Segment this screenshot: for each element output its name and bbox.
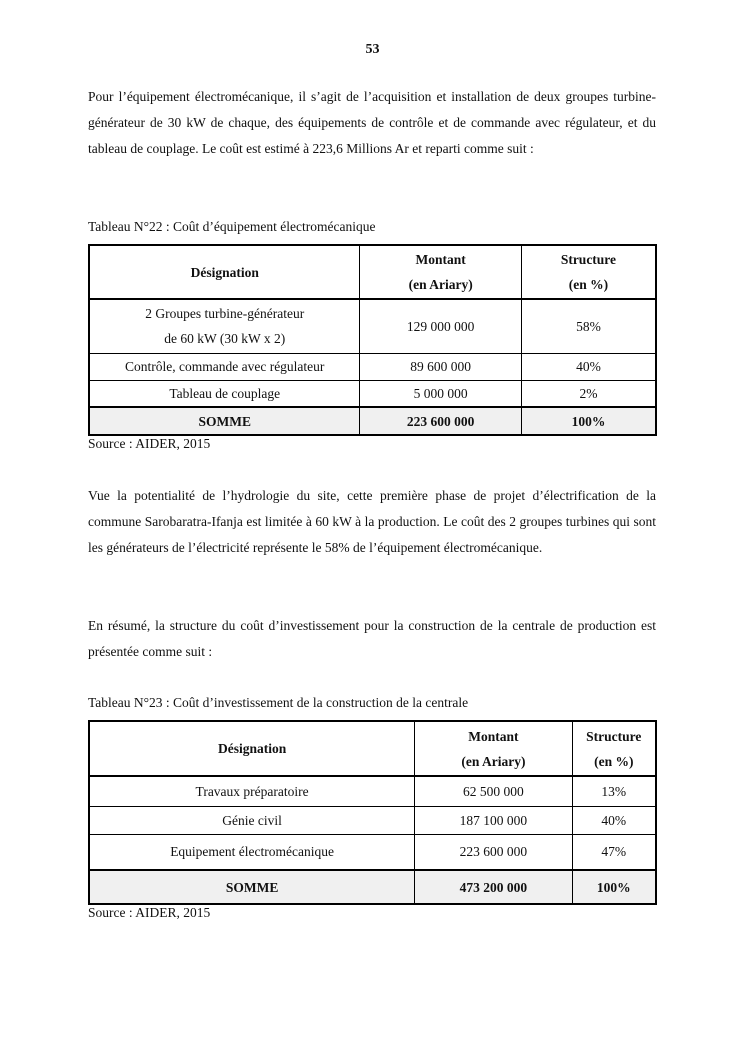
table-row bbox=[89, 353, 656, 380]
page-number: 53 bbox=[365, 42, 380, 57]
table22-row3-montant: 5 000 000 bbox=[360, 380, 521, 407]
table22-caption: Tableau N°22 : Coût d’équipement électromécanique bbox=[88, 219, 376, 234]
table23-total-structure: 100% bbox=[572, 870, 656, 904]
table22-total-row bbox=[89, 407, 656, 435]
table23-total-montant: 473 200 000 bbox=[415, 870, 572, 904]
table23-row1-structure: 13% bbox=[572, 776, 656, 806]
paragraph-summary: En résumé, la structure du coût d’investissement pour la construction de la centrale de production est présentée comme suit : bbox=[88, 618, 656, 659]
table23-row2-structure: 40% bbox=[572, 806, 656, 834]
table22-total-designation: SOMME bbox=[89, 407, 360, 435]
table23-header-structure-line1: Structure bbox=[586, 728, 642, 744]
table22-row2-structure: 40% bbox=[521, 353, 656, 380]
table23-row3-designation: Equipement électromécanique bbox=[89, 834, 415, 870]
table23-row2-designation: Génie civil bbox=[89, 806, 415, 834]
table22-row1-designation bbox=[89, 299, 360, 353]
table-row bbox=[89, 380, 656, 407]
table22-row1-structure: 58% bbox=[521, 299, 656, 353]
table22-header-structure-line2: (en %) bbox=[568, 277, 609, 292]
table23-row2-montant: 187 100 000 bbox=[415, 806, 572, 834]
table22-header-montant-line1: Montant bbox=[415, 252, 466, 267]
table22-header-designation: Désignation bbox=[89, 245, 360, 299]
table23-caption: Tableau N°23 : Coût d’investissement de la construction de la centrale bbox=[88, 695, 469, 710]
table22-header-row bbox=[89, 245, 656, 299]
table23-total-designation: SOMME bbox=[89, 870, 415, 904]
table23 bbox=[88, 720, 657, 905]
table22-row2-designation: Contrôle, commande avec régulateur bbox=[89, 353, 360, 380]
table22-header-structure bbox=[521, 245, 656, 299]
table22-row2-montant: 89 600 000 bbox=[360, 353, 521, 380]
table23-header-montant-line1: Montant bbox=[468, 728, 519, 744]
table23-header-montant-line2: (en Ariary) bbox=[461, 753, 526, 769]
table23-header-structure bbox=[572, 721, 656, 776]
table23-row1-montant: 62 500 000 bbox=[415, 776, 572, 806]
paragraph-hydrology: Vue la potentialité de l’hydrologie du site, cette première phase de projet d’électrification de la commune Sarobaratra-Ifanja est limitée à 60 kW à la production. Le coût des 2 groupes turbines qui sont les générateurs de l’électricité représente le 58% de l’équipement électromécanique. bbox=[88, 488, 656, 555]
table23-total-row bbox=[89, 870, 656, 904]
table-row bbox=[89, 806, 656, 834]
table22-header-montant-line2: (en Ariary) bbox=[408, 277, 473, 292]
table-row bbox=[89, 834, 656, 870]
table23-header-structure-line2: (en %) bbox=[594, 753, 634, 769]
table23-row3-structure: 47% bbox=[572, 834, 656, 870]
table23-header-montant bbox=[415, 721, 572, 776]
table22-row1-designation-line1: 2 Groupes turbine-générateur bbox=[145, 306, 305, 322]
table22-row1-designation-line2: de 60 kW (30 kW x 2) bbox=[164, 331, 286, 347]
table22-row3-designation: Tableau de couplage bbox=[89, 380, 360, 407]
table22 bbox=[88, 244, 657, 436]
paragraph-equipment-intro: Pour l’équipement électromécanique, il s’agit de l’acquisition et installation de deux groupes turbine-générateur de 30 kW de chaque, des équipements de contrôle et de commande avec régulateur, et du tableau de couplage. Le coût est estimé à 223,6 Millions Ar et reparti comme suit : bbox=[88, 89, 656, 156]
table23-row1-designation: Travaux préparatoire bbox=[89, 776, 415, 806]
table22-total-montant: 223 600 000 bbox=[360, 407, 521, 435]
table-row bbox=[89, 299, 656, 353]
table23-row3-montant: 223 600 000 bbox=[415, 834, 572, 870]
table23-header-row bbox=[89, 721, 656, 776]
table23-source: Source : AIDER, 2015 bbox=[88, 905, 211, 920]
table22-row3-structure: 2% bbox=[521, 380, 656, 407]
table22-total-structure: 100% bbox=[521, 407, 656, 435]
table-row bbox=[89, 776, 656, 806]
table22-row1-montant: 129 000 000 bbox=[360, 299, 521, 353]
table22-source: Source : AIDER, 2015 bbox=[88, 436, 211, 451]
table22-header-structure-line1: Structure bbox=[560, 252, 617, 267]
table22-header-montant bbox=[360, 245, 521, 299]
table23-header-designation: Désignation bbox=[89, 721, 415, 776]
